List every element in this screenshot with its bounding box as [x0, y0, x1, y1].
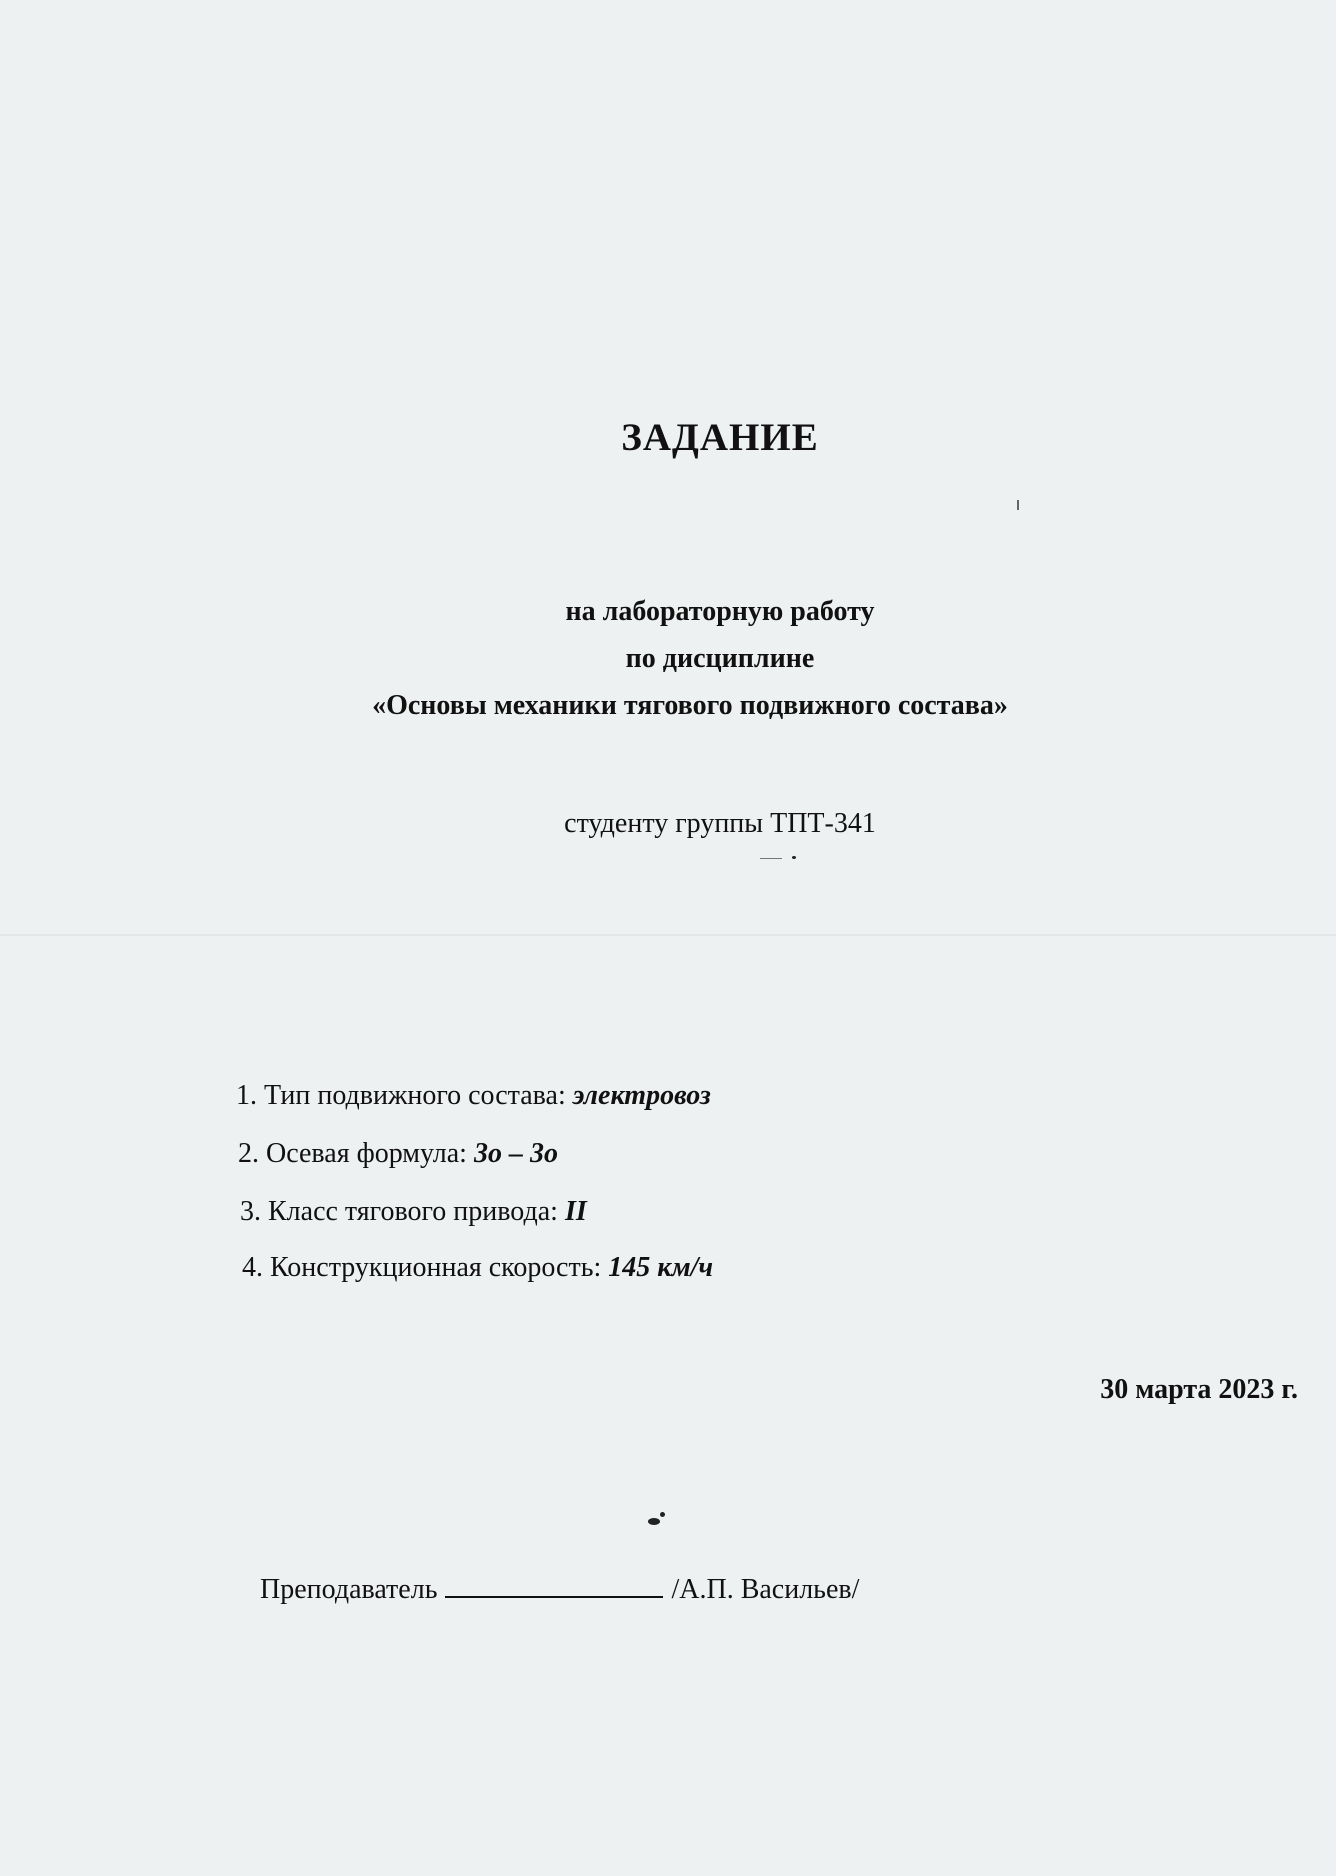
- item-label: 3. Класс тягового привода:: [240, 1196, 565, 1227]
- list-item-drive-class: [240, 1198, 587, 1226]
- paper-fold-line: [0, 934, 1336, 936]
- subtitle-line-2: по дисциплине: [625, 643, 815, 674]
- item-value: 145 км/ч: [608, 1252, 714, 1283]
- item-label: 2. Осевая формула:: [238, 1138, 474, 1169]
- item-label: 1. Тип подвижного состава:: [236, 1080, 573, 1111]
- signature-row: [260, 1576, 859, 1604]
- signature-name: /А.П. Васильев/: [671, 1574, 860, 1605]
- document-date: 30 марта 2023 г.: [1100, 1374, 1298, 1405]
- item-value: электровоз: [572, 1080, 711, 1111]
- discipline-name: «Основы механики тягового подвижного состава»: [372, 690, 1008, 721]
- recipient-group: студенту группы ТПТ-341: [564, 808, 876, 839]
- list-item-axle-formula: [238, 1140, 558, 1168]
- item-value: II: [564, 1196, 587, 1227]
- scan-speck: [760, 858, 782, 859]
- scan-speck: [648, 1518, 660, 1525]
- subtitle-line-1: на лабораторную работу: [565, 596, 875, 627]
- list-item-design-speed: [242, 1254, 713, 1282]
- item-value: 3о – 3о: [473, 1138, 558, 1169]
- document-title: ЗАДАНИЕ: [621, 416, 819, 459]
- item-label: 4. Конструкционная скорость:: [242, 1252, 609, 1283]
- scan-speck: [660, 1512, 665, 1517]
- list-item-vehicle-type: [236, 1082, 711, 1110]
- scan-speck: [1017, 500, 1019, 510]
- signature-line: [445, 1592, 663, 1598]
- signature-role: Преподаватель: [260, 1574, 438, 1605]
- scan-speck: [792, 856, 796, 859]
